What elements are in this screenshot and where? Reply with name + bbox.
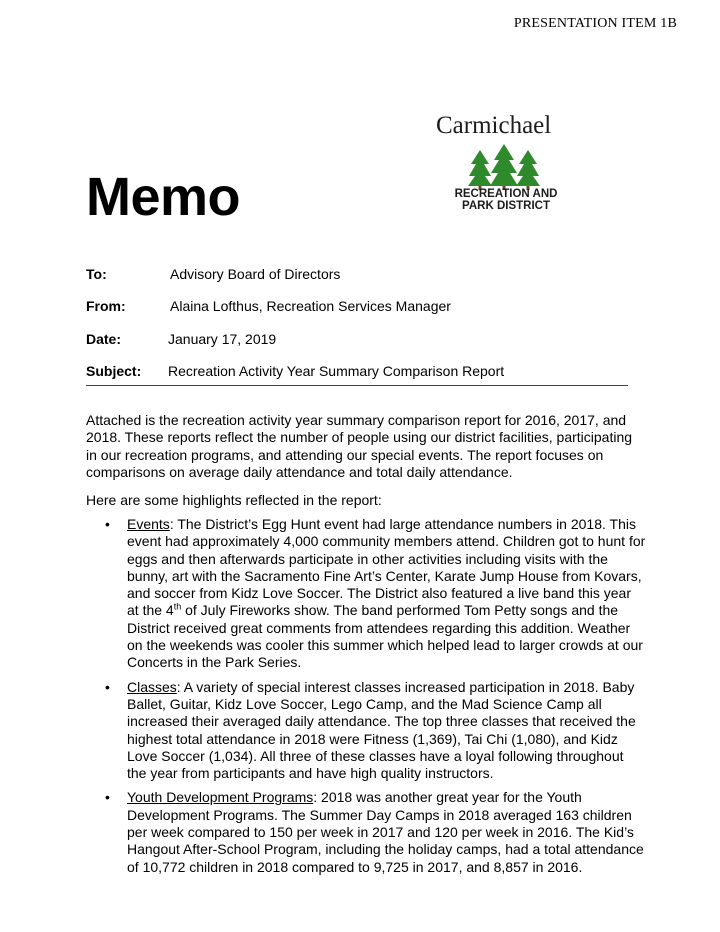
ordinal-suffix: th: [173, 601, 182, 612]
bullet-text-events-b: of July Fireworks show. The band performed Tom Petty songs and the District received great comments from attendees regarding this addition. Weather on the weekends was cooler this summer which helped lead to larger crowds at our Concerts in the Park Series.: [127, 602, 643, 671]
date-label: Date:: [86, 331, 122, 347]
district-logo: [430, 112, 580, 222]
subject-label: Subject:: [86, 363, 142, 379]
presentation-item-label: PRESENTATION ITEM 1B: [513, 16, 677, 31]
logo-subtitle-line2: PARK DISTRICT: [462, 200, 550, 212]
intro-paragraph: Attached is the recreation activity year summary comparison report for 2016, 2017, and 2018. These reports reflect the number of people using our district facilities, participating in our recreation programs, and attending our special events. The report focuses on comparisons on average daily attendance and total daily attendance.: [86, 412, 633, 480]
bullet-title-events: Events: [127, 516, 170, 532]
subject-value: Recreation Activity Year Summary Comparison Report: [168, 363, 505, 379]
list-item-events: [86, 516, 646, 672]
bullet-text-events-a: : The District’s Egg Hunt event had large attendance numbers in 2018. This event had approximately 4,000 community members attend. Children got to hunt for eggs and then afterwards participate in other activities including visits with the bunny, art with the Sacramento Fine Art’s Center, Karate Jump House from Kovars, and soccer from Kidz Love Soccer. The District also featured a live band this year at the 4: [127, 516, 646, 619]
date-value: January 17, 2019: [168, 331, 277, 347]
bullet-text-classes: : A variety of special interest classes increased participation in 2018. Baby Ballet, Guitar, Kidz Love Soccer, Lego Camp, and the Mad Science Camp all increased their averaged daily attendance. The top three classes that received the highest total attendance in 2018 were Fitness (1,369), Tai Chi (1,080), and Kidz Love Soccer (1,034). All three of these classes have a loyal following throughout the year from participants and have high quality instructors.: [127, 678, 636, 782]
highlights-intro: Here are some highlights reflected in the report:: [86, 492, 382, 508]
bullet-title-youth-development: Youth Development Programs: [127, 789, 314, 806]
bullet-icon: •: [105, 789, 110, 806]
list-item-classes: [86, 679, 646, 783]
to-label: To:: [86, 266, 107, 282]
bullet-title-classes: Classes: [127, 678, 177, 695]
list-item-youth-development: [86, 789, 646, 875]
highlights-list: [86, 516, 646, 883]
logo-subtitle: [446, 188, 566, 212]
logo-name: Carmichael: [436, 112, 552, 139]
bullet-icon: •: [105, 678, 110, 695]
pine-trees-icon: [468, 144, 540, 190]
bullet-text-youth-development: : 2018 was another great year for the Youth Development Programs. The Summer Day Camps in 2018 averaged 163 children per week compared to 150 per week in 2017 and 120 per week in 2016. The Kid’s Hangout After-School Program, including the holiday camps, had a total attendance of 10,772 children in 2018 compared to 9,725 in 2017, and 8,857 in 2016.: [127, 789, 644, 875]
logo-subtitle-line1: RECREATION AND: [454, 188, 558, 200]
from-label: From:: [86, 298, 126, 314]
from-value: Alaina Lofthus, Recreation Services Manager: [170, 298, 451, 314]
bullet-icon: •: [105, 516, 110, 532]
memo-title: Memo: [86, 167, 241, 227]
divider-line: [86, 385, 628, 386]
to-value: Advisory Board of Directors: [170, 266, 341, 282]
